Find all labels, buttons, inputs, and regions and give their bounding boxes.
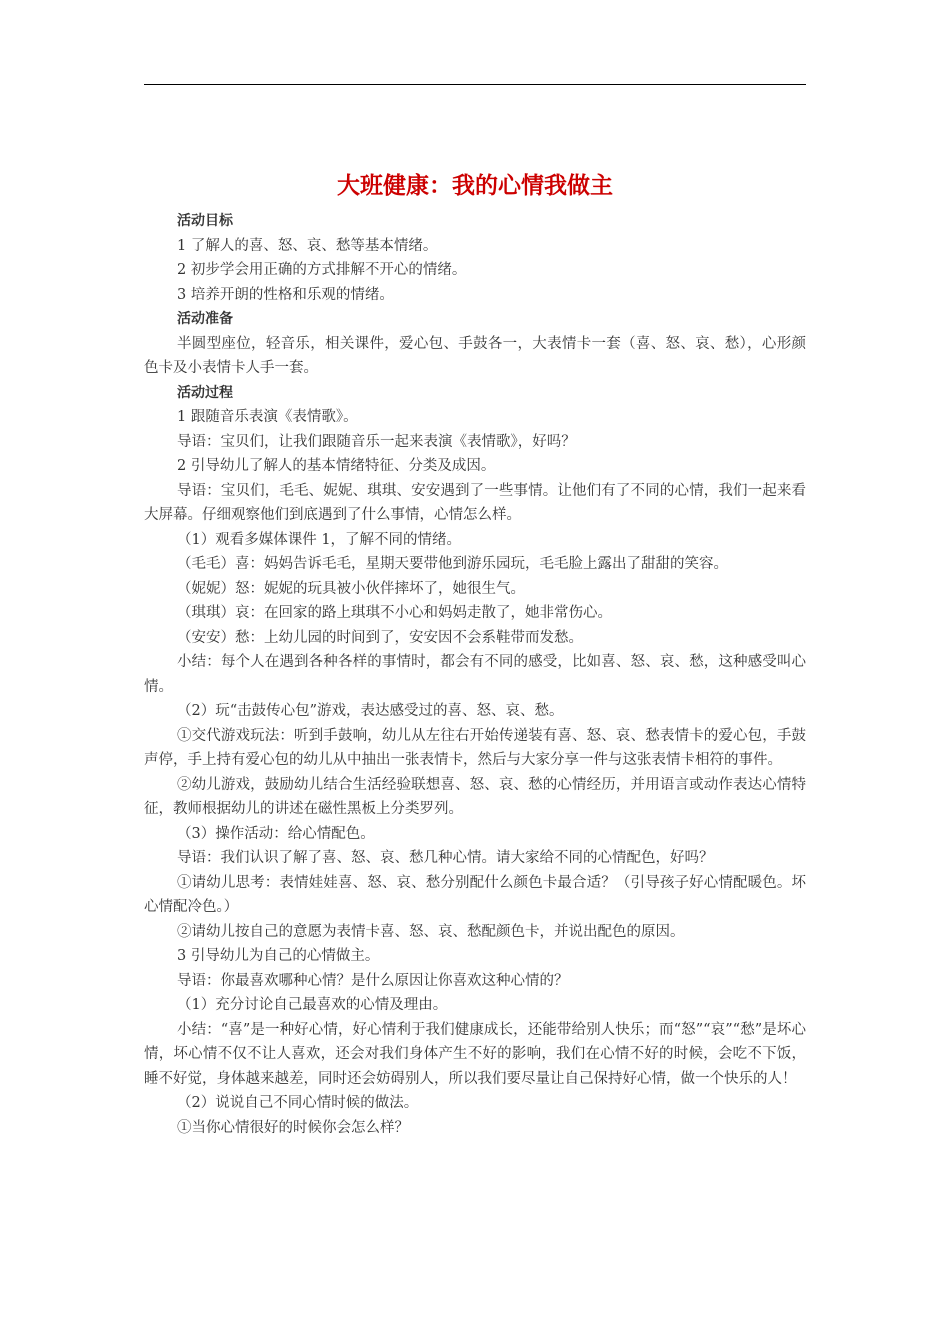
paragraph: 半圆型座位，轻音乐，相关课件，爱心包、手鼓各一，大表情卡一套（喜、怒、哀、愁），心形颜色卡及小表情卡人手一套。: [144, 335, 806, 376]
section-heading: 活动准备: [177, 311, 233, 327]
header-rule: [144, 84, 806, 85]
paragraph: 1 了解人的喜、怒、哀、愁等基本情绪。: [177, 237, 438, 254]
paragraph: 导语：你最喜欢哪种心情？是什么原因让你喜欢这种心情的？: [177, 972, 569, 989]
paragraph: 1 跟随音乐表演《表情歌》。: [177, 409, 358, 425]
paragraph: （2）说说自己不同心情时候的做法。: [177, 1095, 419, 1111]
section-heading: 活动过程: [177, 384, 233, 401]
paragraph: 小结：“喜”是一种好心情，好心情利于我们健康成长，还能带给别人快乐；而“怒”“哀”“愁”是坏心情，坏心情不仅不让人喜欢，还会对我们身体产生不好的影响，我们在心情不好的时候，会吃不下饭，睡不好觉，身体越来越差，同时还会妨碍别人，所以我们要尽量让自己保持好心情，做一个快乐的人！: [144, 1021, 806, 1087]
paragraph: 2 引导幼儿了解人的基本情绪特征、分类及成因。: [177, 458, 496, 474]
document-body: [144, 209, 806, 1140]
paragraph: ①交代游戏玩法：听到手鼓响，幼儿从左往右开始传递装有喜、怒、哀、愁表情卡的爱心包，手鼓声停，手上持有爱心包的幼儿从中抽出一张表情卡，然后与大家分享一件与这张表情卡相符的事件。: [144, 727, 806, 768]
paragraph: 导语：宝贝们，毛毛、妮妮、琪琪、安安遇到了一些事情。让他们有了不同的心情，我们一起来看大屏幕。仔细观察他们到底遇到了什么事情，心情怎么样。: [144, 482, 806, 523]
paragraph: （2）玩“击鼓传心包”游戏，表达感受过的喜、怒、哀、愁。: [177, 703, 564, 719]
paragraph: ②请幼儿按自己的意愿为表情卡喜、怒、哀、愁配颜色卡，并说出配色的原因。: [177, 923, 685, 940]
paragraph: （1）充分讨论自己最喜欢的心情及理由。: [177, 997, 448, 1013]
paragraph: 3 培养开朗的性格和乐观的情绪。: [177, 286, 394, 303]
paragraph: （琪琪）哀：在回家的路上琪琪不小心和妈妈走散了，她非常伤心。: [177, 605, 612, 621]
paragraph: ①请幼儿思考：表情娃娃喜、怒、哀、愁分别配什么颜色卡最合适？（引导孩子好心情配暖色。坏心情配冷色。）: [144, 874, 806, 915]
paragraph: （妮妮）怒：妮妮的玩具被小伙伴摔坏了，她很生气。: [177, 580, 525, 597]
paragraph: 2 初步学会用正确的方式排解不开心的情绪。: [177, 262, 467, 278]
paragraph: ②幼儿游戏，鼓励幼儿结合生活经验联想喜、怒、哀、愁的心情经历，并用语言或动作表达心情特征，教师根据幼儿的讲述在磁性黑板上分类罗列。: [144, 776, 806, 817]
paragraph: （毛毛）喜：妈妈告诉毛毛，星期天要带他到游乐园玩，毛毛脸上露出了甜甜的笑容。: [177, 556, 728, 572]
paragraph: 导语：宝贝们，让我们跟随音乐一起来表演《表情歌》，好吗？: [177, 433, 576, 450]
paragraph: 3 引导幼儿为自己的心情做主。: [177, 948, 380, 964]
paragraph: 导语：我们认识了解了喜、怒、哀、愁几种心情。请大家给不同的心情配色，好吗？: [177, 850, 714, 866]
paragraph: （安安）愁：上幼儿园的时间到了，安安因不会系鞋带而发愁。: [177, 629, 583, 646]
paragraph: 小结：每个人在遇到各种各样的事情时，都会有不同的感受，比如喜、怒、哀、愁，这种感受叫心情。: [144, 654, 806, 695]
document-title: 大班健康：我的心情我做主: [337, 173, 613, 199]
paragraph: （1）观看多媒体课件 1，了解不同的情绪。: [177, 531, 462, 548]
paragraph: ①当你心情很好的时候你会怎么样？: [177, 1119, 409, 1136]
paragraph: （3）操作活动：给心情配色。: [177, 825, 375, 842]
section-heading: 活动目标: [177, 213, 233, 229]
